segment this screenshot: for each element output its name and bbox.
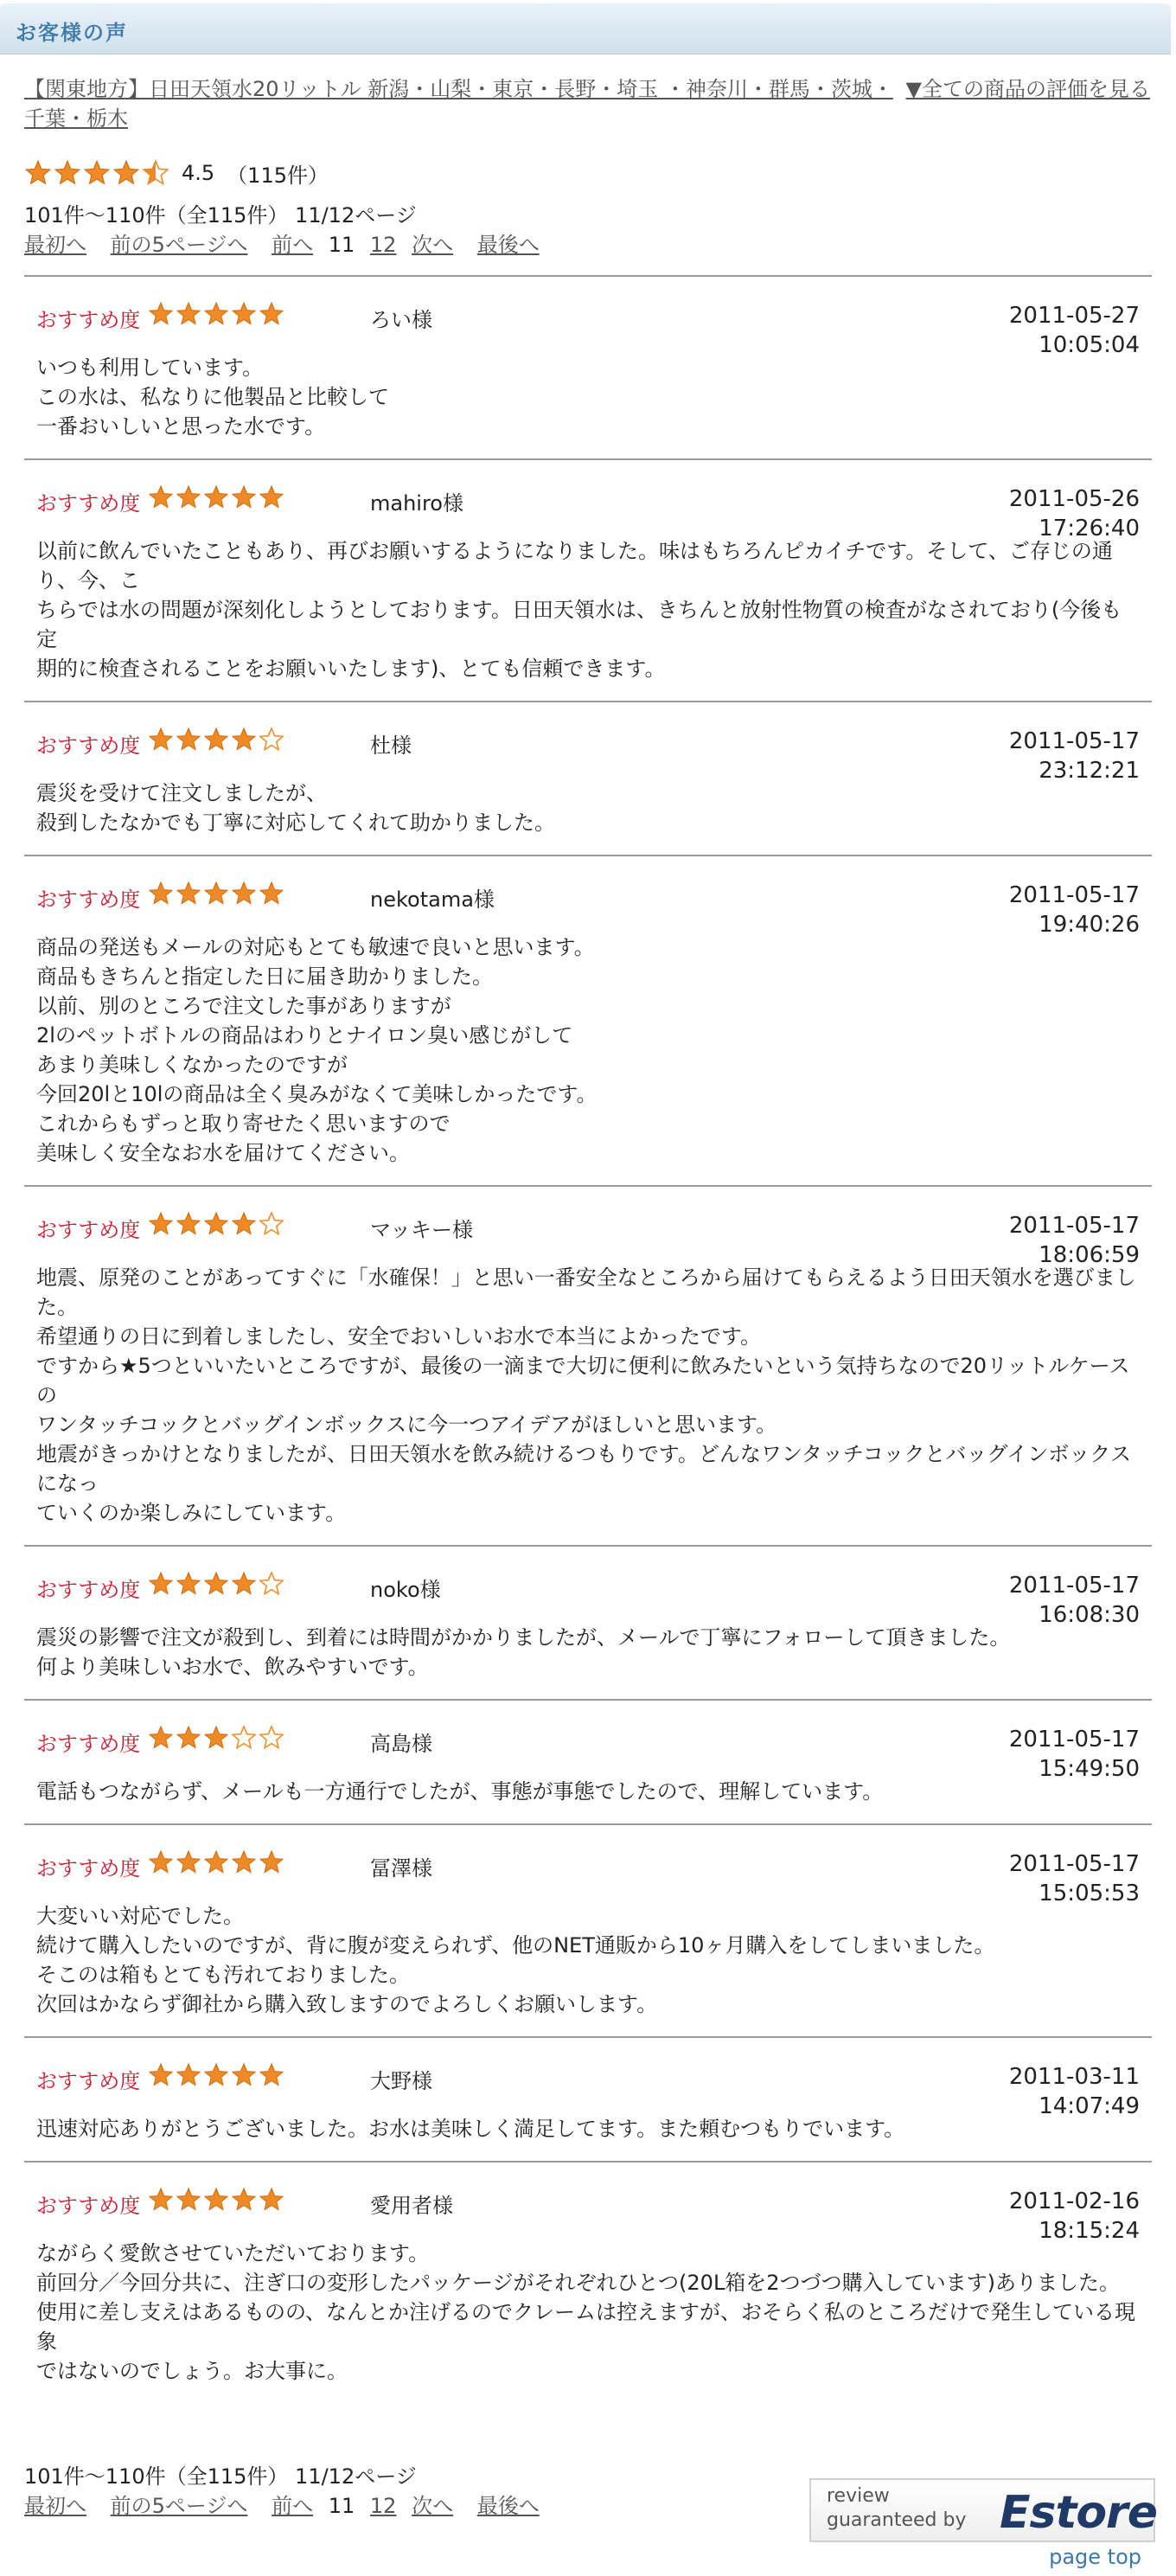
star-icon	[24, 159, 52, 187]
pager-first-link[interactable]: 最初へ	[24, 2494, 86, 2518]
recommend-label: おすすめ度	[36, 308, 141, 332]
review-text-line: これからもずっと取り寄せたく思いますので	[36, 1112, 451, 1136]
review-stars	[148, 881, 286, 907]
section-header	[0, 3, 1171, 54]
review-stars	[148, 1849, 286, 1875]
star-icon	[148, 301, 174, 327]
review-text-line: ワンタッチコックとバッグインボックスに今一つアイデアがほしいと思います。	[36, 1413, 777, 1437]
star-icon	[203, 1725, 229, 1751]
average-rating: 4.5	[182, 161, 215, 185]
reviewer-name: ろい様	[370, 308, 432, 332]
review-text-line: 殺到したなかでも丁寧に対応してくれて助かりました。	[36, 811, 555, 835]
star-icon	[203, 2187, 229, 2213]
star-empty-icon	[259, 1725, 284, 1751]
reviewer-name: 大野様	[370, 2069, 432, 2093]
review-text-line: 続けて購入したいのですが、背に腹が変えられず、他のNET通販から10ヶ月購入をしてしまいました。	[36, 1933, 995, 1958]
review-time: 14:07:49	[1039, 2093, 1140, 2119]
review-text-line: 2lのペットボトルの商品はわりとナイロン臭い感じがして	[36, 1023, 573, 1048]
review-text-line: 大変いい対応でした。	[36, 1904, 244, 1928]
star-icon	[259, 2062, 284, 2088]
review-text-line: 希望通りの日に到着しましたし、安全でおいしいお水で本当によかったです。	[36, 1324, 762, 1349]
review-item	[24, 1699, 1152, 1823]
review-date: 2011-05-17	[1008, 1851, 1140, 1877]
review-datetime	[1009, 1725, 1140, 1784]
review-datetime	[1009, 2187, 1140, 2246]
review-body	[24, 1901, 1152, 2036]
review-time: 18:15:24	[1039, 2218, 1140, 2244]
review-stars	[148, 484, 286, 510]
review-text-line: 前回分／今回分共に、注ぎ口の変形したパッケージがそれぞれひとつ(20L箱を2つづつ購入しています)ありました。	[36, 2271, 1120, 2295]
star-icon	[203, 484, 229, 510]
review-text-line: ではないのでしょう。お大事に。	[36, 2359, 348, 2383]
review-date: 2011-05-17	[1008, 728, 1140, 754]
review-text-line: 今回20lと10lの商品は全く臭みがなくて美味しかったです。	[36, 1082, 598, 1106]
review-body	[24, 2239, 1152, 2403]
recommend-label: おすすめ度	[36, 491, 141, 516]
star-icon	[203, 301, 229, 327]
review-body	[24, 1777, 1152, 1823]
review-count: （115件）	[227, 163, 329, 188]
pager-next-link[interactable]: 次へ	[412, 233, 454, 257]
review-time: 10:05:04	[1039, 332, 1140, 358]
pager-prev-link[interactable]: 前へ	[272, 233, 314, 257]
pager-last-link[interactable]: 最後へ	[476, 233, 540, 257]
review-text-line: 商品の発送もメールの対応もとても敏速で良いと思います。	[36, 935, 595, 959]
recommend-label: おすすめ度	[36, 888, 141, 912]
star-icon	[231, 881, 257, 907]
review-text-line: 電話もつながらず、メールも一方通行でしたが、事態が事態でしたので、理解しています。	[36, 1779, 884, 1804]
recommend-label: おすすめ度	[36, 1218, 141, 1242]
star-icon	[54, 159, 81, 187]
star-icon	[148, 484, 174, 510]
pager-next-link[interactable]: 次へ	[412, 2494, 454, 2518]
star-icon	[203, 1571, 229, 1597]
review-datetime	[1009, 881, 1140, 939]
pager-nav	[24, 230, 557, 260]
review-item	[24, 855, 1152, 1185]
review-text-line: そこのは箱もとても汚れておりました。	[36, 1963, 410, 1987]
review-time: 16:08:30	[1039, 1602, 1140, 1628]
review-text-line: 震災の影響で注文が殺到し、到着には時間がかかりましたが、メールで丁寧にフォローして頂きました。	[36, 1625, 1011, 1650]
review-time: 23:12:21	[1039, 758, 1140, 784]
star-icon	[231, 727, 257, 753]
page-top-link[interactable]: page top	[1049, 2545, 1141, 2569]
star-icon	[176, 1725, 201, 1751]
star-icon	[176, 2062, 201, 2088]
review-body	[24, 2114, 1152, 2161]
star-icon	[148, 1725, 174, 1751]
review-text-line: 一番おいしいと思った水です。	[36, 414, 326, 439]
star-icon	[203, 1211, 229, 1237]
pager-page-12-link[interactable]: 12	[369, 2494, 397, 2518]
section-title: お客様の声	[16, 21, 128, 45]
review-header	[24, 2038, 1152, 2119]
badge-review-text: review	[827, 2485, 890, 2507]
star-icon	[148, 1211, 174, 1237]
review-text-line: 以前に飲んでいたこともあり、再びお願いするようになりました。味はもちろんピカイチです。そして、ご存じの通り、今、こ	[36, 539, 1113, 593]
review-datetime	[1009, 2062, 1140, 2121]
star-icon	[259, 881, 284, 907]
review-date: 2011-05-17	[1008, 1573, 1140, 1599]
review-date: 2011-05-17	[1008, 1213, 1140, 1239]
reviewer-name: noko様	[370, 1578, 441, 1602]
review-body	[24, 353, 1152, 458]
pager-info: 101件～110件（全115件） 11/12ページ	[24, 203, 417, 227]
star-icon	[176, 727, 201, 753]
estore-logo: Estore	[1000, 2487, 1157, 2539]
reviewer-name: 杜様	[370, 734, 412, 758]
review-text-line: この水は、私なりに他製品と比較して	[36, 385, 389, 409]
star-icon	[83, 159, 111, 187]
review-time: 15:05:53	[1039, 1881, 1140, 1906]
review-text-line: 迅速対応ありがとうございました。お水は美味しく満足してます。また頼むつもりでいます。	[36, 2117, 905, 2141]
review-list	[24, 275, 1152, 2403]
review-body	[24, 779, 1152, 855]
all-reviews-link[interactable]: ▼全ての商品の評価を見る	[905, 77, 1150, 101]
star-icon	[148, 1571, 174, 1597]
star-icon	[259, 484, 284, 510]
pager-last-link[interactable]: 最後へ	[476, 2494, 540, 2518]
star-icon	[176, 2187, 201, 2213]
review-text-line: 何より美味しいお水で、飲みやすいです。	[36, 1655, 429, 1679]
star-icon	[176, 1211, 201, 1237]
pager-first-link[interactable]: 最初へ	[24, 233, 86, 257]
review-datetime	[1009, 1849, 1140, 1908]
review-date: 2011-05-26	[1008, 486, 1140, 512]
review-stars	[148, 1725, 286, 1751]
review-text-line: いつも利用しています。	[36, 356, 264, 380]
review-text-line: 以前、別のところで注文した事がありますが	[36, 994, 451, 1018]
review-datetime	[1009, 1571, 1140, 1630]
review-stars	[148, 2187, 286, 2213]
review-time: 18:06:59	[1039, 1242, 1140, 1268]
star-icon	[203, 1849, 229, 1875]
pager-prev-link[interactable]: 前へ	[272, 2494, 314, 2518]
summary-stars	[24, 159, 171, 187]
review-time: 19:40:26	[1039, 912, 1140, 938]
star-icon	[148, 2062, 174, 2088]
recommend-label: おすすめ度	[36, 1578, 141, 1602]
pager-page-12-link[interactable]: 12	[369, 233, 397, 257]
star-icon	[231, 2187, 257, 2213]
star-half-icon	[142, 159, 169, 187]
star-icon	[259, 301, 284, 327]
review-date: 2011-03-11	[1008, 2064, 1140, 2090]
review-body	[24, 1623, 1152, 1699]
review-item	[24, 1823, 1152, 2036]
review-header	[24, 702, 1152, 784]
star-icon	[176, 881, 201, 907]
star-icon	[231, 2062, 257, 2088]
review-item	[24, 1545, 1152, 1699]
star-icon	[148, 1849, 174, 1875]
review-text-line: 次回はかならず御社から購入致しますのでよろしくお願いします。	[36, 1992, 658, 2016]
recommend-label: おすすめ度	[36, 1856, 141, 1881]
pager-current-page: 11	[328, 2494, 355, 2518]
review-header	[24, 1187, 1152, 1268]
star-icon	[148, 2187, 174, 2213]
star-icon	[231, 1211, 257, 1237]
review-item	[24, 458, 1152, 701]
review-item	[24, 1185, 1152, 1545]
star-empty-icon	[259, 727, 284, 753]
review-body	[24, 536, 1152, 701]
review-header	[24, 1547, 1152, 1628]
review-body	[24, 932, 1152, 1185]
review-time: 15:49:50	[1039, 1756, 1140, 1782]
star-icon	[203, 881, 229, 907]
star-icon	[176, 301, 201, 327]
star-empty-icon	[231, 1725, 257, 1751]
reviewer-name: 冨澤様	[370, 1856, 432, 1881]
review-header	[24, 460, 1152, 541]
review-text-line: 商品もきちんと指定した日に届き助かりました。	[36, 964, 493, 989]
review-text-line: ちらでは水の問題が深刻化しようとしております。日田天領水は、きちんと放射性物質の検査がなされており(今後も定	[36, 598, 1122, 651]
reviewer-name: マッキー様	[370, 1218, 474, 1242]
pager-nav	[24, 2491, 557, 2521]
reviewer-name: 高島様	[370, 1732, 432, 1756]
review-body	[24, 1263, 1152, 1545]
review-item	[24, 2036, 1152, 2161]
review-stars	[148, 1571, 286, 1597]
review-item	[24, 2161, 1152, 2403]
review-stars	[148, 2062, 286, 2088]
star-icon	[176, 484, 201, 510]
recommend-label: おすすめ度	[36, 1732, 141, 1756]
pager-prev5-link[interactable]: 前の5ページへ	[110, 233, 248, 257]
review-stars	[148, 1211, 286, 1237]
review-text-line: 地震、原発のことがあってすぐに「水確保！」と思い一番安全なところから届けてもらえるよう日田天領水を選びました。	[36, 1266, 1136, 1319]
review-header	[24, 2163, 1152, 2244]
review-date: 2011-05-17	[1008, 882, 1140, 908]
pager-current-page: 11	[328, 233, 355, 257]
review-stars	[148, 301, 286, 327]
review-datetime	[1009, 301, 1140, 360]
star-icon	[259, 1849, 284, 1875]
estore-review-badge[interactable]	[809, 2478, 1155, 2542]
recommend-label: おすすめ度	[36, 2194, 141, 2218]
review-header	[24, 1825, 1152, 1906]
review-text-line: 震災を受けて注文しましたが、	[36, 781, 327, 805]
recommend-label: おすすめ度	[36, 2069, 141, 2093]
star-icon	[203, 2062, 229, 2088]
review-header	[24, 1701, 1152, 1782]
pager-bottom	[24, 2462, 557, 2521]
review-text-line: ながらく愛飲させていただいております。	[36, 2241, 430, 2265]
star-icon	[231, 1849, 257, 1875]
star-icon	[112, 159, 140, 187]
review-text-line: ですから★5つといいたいところですが、最後の一滴まで大切に便利に飲みたいという気持ちなので20リットルケースの	[36, 1354, 1130, 1407]
review-text-line: あまり美味しくなかったのですが	[36, 1053, 348, 1077]
review-text-line: 美味しく安全なお水を届けてください。	[36, 1141, 410, 1165]
review-header	[24, 277, 1152, 358]
reviewer-name: mahiro様	[370, 491, 463, 516]
review-date: 2011-05-17	[1008, 1727, 1140, 1753]
star-empty-icon	[259, 1211, 284, 1237]
star-icon	[231, 484, 257, 510]
pager-prev5-link[interactable]: 前の5ページへ	[110, 2494, 248, 2518]
review-datetime	[1009, 727, 1140, 785]
star-icon	[176, 1849, 201, 1875]
review-datetime	[1009, 1211, 1140, 1270]
review-item	[24, 701, 1152, 855]
pager-info: 101件～110件（全115件） 11/12ページ	[24, 2464, 417, 2489]
product-link[interactable]: 【関東地方】日田天領水20リットル 新潟・山梨・東京・長野・埼玉 ・神奈川・群馬・茨城・千葉・栃木	[24, 77, 893, 131]
review-text-line: 期的に検査されることをお願いいたします)、とても信頼できます。	[36, 657, 666, 681]
review-header	[24, 856, 1152, 938]
review-time: 17:26:40	[1039, 516, 1140, 541]
pager-top	[24, 201, 557, 260]
star-icon	[259, 2187, 284, 2213]
review-stars	[148, 727, 286, 753]
star-icon	[148, 881, 174, 907]
review-date: 2011-02-16	[1008, 2188, 1140, 2214]
star-icon	[203, 727, 229, 753]
review-datetime	[1009, 484, 1140, 543]
reviewer-name: 愛用者様	[370, 2194, 453, 2218]
review-item	[24, 275, 1152, 458]
star-icon	[148, 727, 174, 753]
review-text-line: 地震がきっかけとなりましたが、日田天領水を飲み続けるつもりです。どんなワンタッチコックとバッグインボックスになっ	[36, 1442, 1131, 1496]
star-empty-icon	[259, 1571, 284, 1597]
review-text-line: ていくのか楽しみにしています。	[36, 1501, 347, 1525]
star-icon	[231, 301, 257, 327]
rating-summary	[24, 157, 329, 189]
star-icon	[176, 1571, 201, 1597]
reviewer-name: nekotama様	[370, 888, 495, 912]
badge-guaranteed-text: guaranteed by	[827, 2509, 967, 2531]
star-icon	[231, 1571, 257, 1597]
review-date: 2011-05-27	[1008, 303, 1140, 329]
review-text-line: 使用に差し支えはあるものの、なんとか注げるのでクレームは控えますが、おそらく私のところだけで発生している現象	[36, 2300, 1136, 2354]
recommend-label: おすすめ度	[36, 734, 141, 758]
